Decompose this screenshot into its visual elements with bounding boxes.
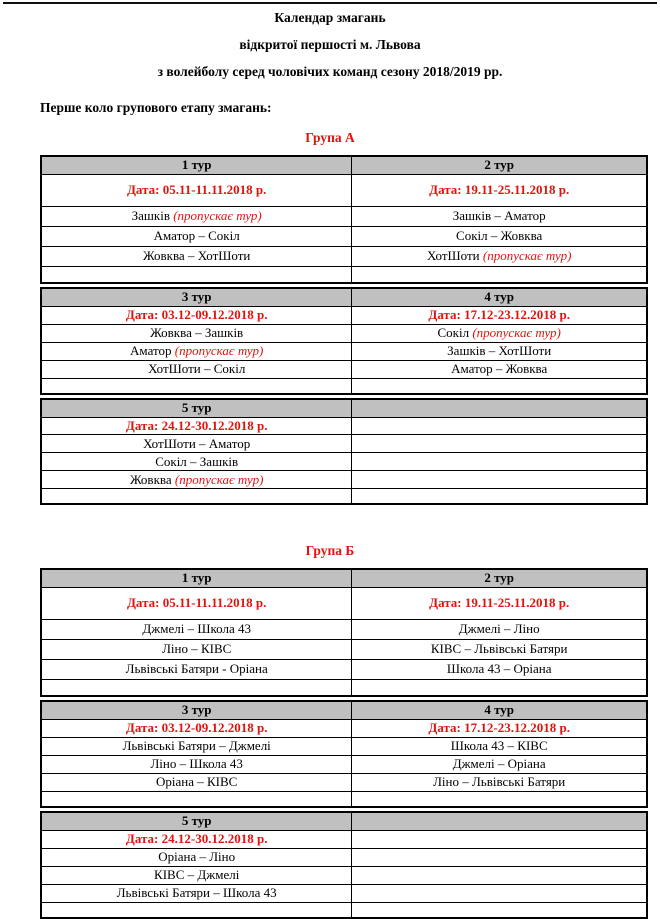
match-cell: [352, 884, 647, 902]
skip-round-note: (пропускає тур): [174, 471, 264, 487]
round-date-cell: [352, 831, 647, 849]
empty-cell: [41, 792, 352, 808]
match-cell: Ліно – Школа 43: [41, 756, 352, 774]
group-b-section: [0, 542, 660, 918]
empty-cell: [352, 266, 647, 283]
document-title-line-1: Календар змагань: [274, 10, 386, 25]
match-cell: Джмелі – Оріана: [352, 756, 647, 774]
stage-heading: Перше коло групового етапу змагань:: [40, 100, 272, 115]
match-cell: Джмелі – Ліно: [352, 620, 647, 640]
skip-round-note: (пропускає тур): [173, 207, 262, 223]
round-date-cell: Дата: 05.11-11.11.2018 р.: [41, 588, 352, 620]
match-cell: Ліно – Львівські Батяри: [352, 774, 647, 792]
schedule-block: [40, 811, 648, 919]
match-cell: Зашків – Аматор: [352, 206, 647, 226]
match-cell: Школа 43 – Оріана: [352, 660, 647, 680]
round-header-cell: 2 тур: [352, 569, 647, 587]
empty-cell: [352, 378, 647, 394]
empty-cell: [41, 266, 352, 283]
match-cell: [352, 866, 647, 884]
skip-round-note: (пропускає тур): [482, 247, 572, 263]
round-date-cell: Дата: 03.12-09.12.2018 р.: [41, 720, 352, 738]
empty-cell: [352, 902, 647, 918]
document-header: [0, 0, 660, 80]
round-date-cell: Дата: 05.11-11.11.2018 р.: [41, 174, 352, 206]
match-cell: Львівські Батяри – Школа 43: [41, 884, 352, 902]
match-cell: Ліно – КІВС: [41, 640, 352, 660]
round-header-cell: 1 тур: [41, 156, 352, 174]
round-date-cell: Дата: 24.12-30.12.2018 р.: [41, 831, 352, 849]
schedule-block: [40, 398, 648, 506]
match-cell: Джмелі – Школа 43: [41, 620, 352, 640]
match-cell: Сокіл – Жовква: [352, 226, 647, 246]
round-date-cell: Дата: 17.12-23.12.2018 р.: [352, 306, 647, 324]
schedule-block: [40, 700, 648, 808]
round-header-cell: 3 тур: [41, 288, 352, 306]
round-header-cell: [352, 399, 647, 417]
round-header-cell: 4 тур: [352, 701, 647, 719]
empty-cell: [41, 378, 352, 394]
round-header-cell: 5 тур: [41, 812, 352, 830]
match-cell: Львівські Батяри – Джмелі: [41, 738, 352, 756]
match-cell: Аматор – Сокіл: [41, 226, 352, 246]
round-header-cell: 3 тур: [41, 701, 352, 719]
match-cell: [352, 435, 647, 453]
round-date-cell: Дата: 24.12-30.12.2018 р.: [41, 417, 352, 435]
page-top-border: [3, 2, 657, 4]
round-date-cell: Дата: 19.11-25.11.2018 р.: [352, 588, 647, 620]
match-cell: ХотШоти – Сокіл: [41, 360, 352, 378]
match-cell: Аматор (пропускає тур): [41, 342, 352, 360]
skip-round-note: (пропускає тур): [174, 342, 264, 358]
round-header-cell: [352, 812, 647, 830]
empty-cell: [41, 680, 352, 697]
empty-cell: [352, 792, 647, 808]
match-cell: Жовква (пропускає тур): [41, 471, 352, 489]
empty-cell: [352, 489, 647, 505]
group-b-schedule: [40, 568, 648, 918]
document-title-line-2: відкритої першості м. Львова: [239, 37, 421, 52]
schedule-block: [40, 155, 648, 284]
match-cell: КІВС – Джмелі: [41, 866, 352, 884]
schedule-block: [40, 568, 648, 697]
group-a-title: Група А: [305, 130, 355, 145]
group-a-schedule: [40, 155, 648, 505]
empty-cell: [41, 902, 352, 918]
group-a-section: [0, 129, 660, 505]
skip-round-note: (пропускає тур): [472, 324, 561, 340]
match-cell: [352, 848, 647, 866]
match-cell: Оріана – Ліно: [41, 848, 352, 866]
round-header-cell: 5 тур: [41, 399, 352, 417]
match-cell: Зашків (пропускає тур): [41, 206, 352, 226]
match-cell: Сокіл – Зашків: [41, 453, 352, 471]
match-cell: [352, 453, 647, 471]
document-title-line-3: з волейболу серед чоловічих команд сезону 2018/2019 рр.: [157, 64, 503, 79]
round-date-cell: Дата: 17.12-23.12.2018 р.: [352, 720, 647, 738]
round-date-cell: Дата: 03.12-09.12.2018 р.: [41, 306, 352, 324]
match-cell: КІВС – Львівські Батяри: [352, 640, 647, 660]
match-cell: Львівські Батяри - Оріана: [41, 660, 352, 680]
round-header-cell: 4 тур: [352, 288, 647, 306]
empty-cell: [352, 680, 647, 697]
match-cell: Аматор – Жовква: [352, 360, 647, 378]
match-cell: Оріана – КІВС: [41, 774, 352, 792]
match-cell: Сокіл (пропускає тур): [352, 324, 647, 342]
match-cell: Жовква – ХотШоти: [41, 246, 352, 266]
match-cell: Зашків – ХотШоти: [352, 342, 647, 360]
round-header-cell: 1 тур: [41, 569, 352, 587]
round-date-cell: Дата: 19.11-25.11.2018 р.: [352, 174, 647, 206]
group-b-title: Група Б: [305, 543, 355, 559]
match-cell: ХотШоти – Аматор: [41, 435, 352, 453]
match-cell: Жовква – Зашків: [41, 324, 352, 342]
match-cell: Школа 43 – КІВС: [352, 738, 647, 756]
empty-cell: [41, 489, 352, 505]
match-cell: [352, 471, 647, 489]
round-header-cell: 2 тур: [352, 156, 647, 174]
match-cell: ХотШоти (пропускає тур): [352, 246, 647, 266]
schedule-block: [40, 287, 648, 395]
round-date-cell: [352, 417, 647, 435]
